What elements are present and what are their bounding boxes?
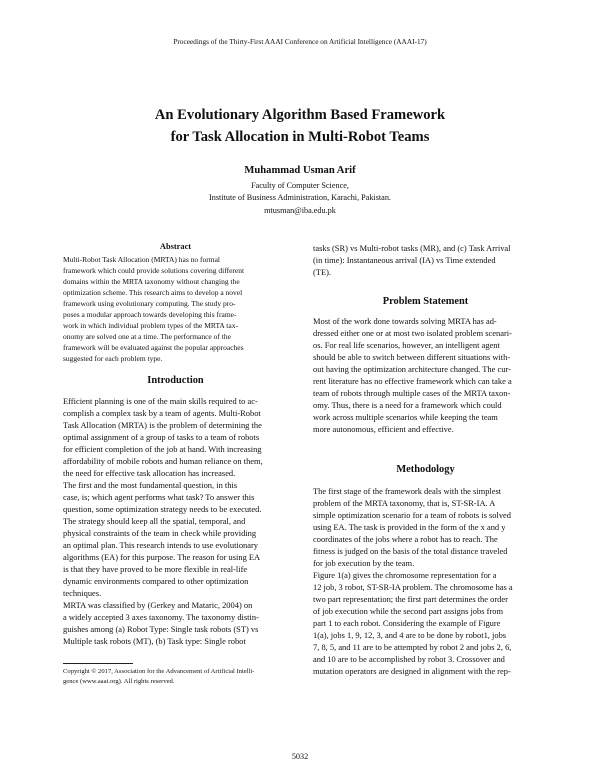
- body-line: mutation operators are designed in alignment with the rep-: [313, 666, 511, 676]
- body-line: and 10 are to be accomplished by robot 3. Crossover and: [313, 654, 505, 664]
- body-line: techniques.: [63, 588, 102, 598]
- body-line: an optimal plan. This research intends to use evolutionary: [63, 540, 259, 550]
- body-line: 7, 8, 5, and 11 are to be attempted by robot 2 and jobs 2, 6,: [313, 642, 512, 652]
- abstract-line: domains within the MRTA taxonomy without changing the: [63, 277, 240, 286]
- body-line: should be able to switch between different situations with-: [313, 352, 511, 362]
- body-line: 1(a), jobs 1, 9, 12, 3, and 4 are to be done by robot1, jobs: [313, 630, 507, 640]
- body-line: algorithms (EA) for this purpose. The reason for using EA: [63, 552, 261, 562]
- body-line: The strategy should keep all the spatial, temporal, and: [63, 516, 246, 526]
- body-line: omy. Thus, there is a need for a framework which could: [313, 400, 502, 410]
- body-line: The first stage of the framework deals with the simplest: [313, 486, 502, 496]
- footnote-rule: [63, 663, 133, 664]
- body-line: for efficient completion of the job at hand. With increasing: [63, 444, 262, 454]
- body-line: dressed either one or at most two isolated problem scenari-: [313, 328, 512, 338]
- page-number: 5032: [291, 752, 309, 761]
- body-line: a widely accepted 3 axes taxonomy. The taxonomy distin-: [63, 612, 259, 622]
- body-line: for job execution by the team.: [313, 558, 415, 568]
- body-line: affordability of mobile robots and human reliance on them,: [63, 456, 263, 466]
- body-line: problem of the MRTA taxonomy, that is, ST-SR-IA. A: [313, 498, 496, 508]
- abstract-line: onomy are solved one at a time. The performance of the: [63, 332, 231, 341]
- body-line: coordinates of the jobs where a robot has to reach. The: [313, 534, 498, 544]
- title-line: An Evolutionary Algorithm Based Framework: [154, 107, 446, 123]
- body-line: guishes among (a) Robot Type: Single task robots (ST) vs: [63, 624, 259, 634]
- body-line: case, is; which agent performs what task? To answer this: [63, 492, 255, 502]
- abstract-line: framework which could provide solutions covering different: [63, 266, 245, 275]
- body-line: Efficient planning is one of the main skills required to ac-: [63, 396, 258, 406]
- body-line: team of robots through multiple cases of the MRTA taxon-: [313, 388, 511, 398]
- abstract-heading: Abstract: [159, 242, 192, 251]
- body-line: more autonomous, efficient and effective.: [313, 424, 454, 434]
- body-line: is that they have proved to be more flexible in real-life: [63, 564, 248, 574]
- running-head: Proceedings of the Thirty-First AAAI Conference on Artificial Intelligence (AAAI-17): [173, 37, 427, 46]
- footnote-line: Copyright © 2017, Association for the Advancement of Artificial Intelli-: [63, 668, 255, 675]
- body-line: physical constraints of the team in check while providing: [63, 528, 257, 538]
- body-line: using EA. The task is provided in the form of the x and y: [313, 522, 506, 532]
- abstract-line: Multi-Robot Task Allocation (MRTA) has no formal: [63, 255, 221, 264]
- body-line: rent literature has no effective framework which can take a: [313, 376, 512, 386]
- body-line: Figure 1(a) gives the chromosome representation for a: [313, 570, 497, 580]
- abstract-line: work in which individual problem types of the MRTA tax-: [63, 321, 238, 330]
- abstract-line: poses a modular approach towards developing this frame-: [63, 310, 237, 319]
- body-line: MRTA was classified by (Gerkey and Mataric, 2004) on: [63, 600, 253, 610]
- body-line: work across multiple scenarios while keeping the team: [313, 412, 498, 422]
- affiliation-line: Institute of Business Administration, Karachi, Pakistan.: [209, 193, 391, 203]
- body-line: tasks (SR) vs Multi-robot tasks (MR), and (c) Task Arrival: [313, 243, 511, 253]
- problem-statement-heading: Problem Statement: [382, 296, 469, 307]
- abstract-line: optimization scheme. This research aims to develop a novel: [63, 288, 243, 297]
- body-line: optimal assignment of a group of tasks to a team of robots: [63, 432, 260, 442]
- body-line: (in time): Instantaneous arrival (IA) vs Time extended: [313, 255, 496, 265]
- body-line: two part representation; the first part determines the order: [313, 594, 508, 604]
- body-line: question, some optimization strategy needs to be executed.: [63, 504, 262, 514]
- body-line: (TE).: [313, 267, 332, 277]
- body-line: Task Allocation (MRTA) is the problem of determining the: [63, 420, 262, 430]
- methodology-heading: Methodology: [396, 464, 455, 475]
- body-line: complish a complex task by a team of agents. Multi-Robot: [63, 408, 261, 418]
- introduction-heading: Introduction: [147, 375, 204, 386]
- body-line: simple optimization scenario for a team of robots is solved: [313, 510, 512, 520]
- affiliation-line: Faculty of Computer Science,: [251, 181, 349, 190]
- abstract-line: framework using evolutionary computing. The study pro-: [63, 299, 236, 308]
- body-line: 12 job, 3 robot, ST-SR-IA problem. The chromosome has a: [313, 582, 513, 592]
- body-line: part 1 to each robot. Considering the example of Figure: [313, 618, 501, 628]
- body-line: out having the optimization architecture changed. The cur-: [313, 364, 511, 374]
- body-line: the need for effective task allocation has increased.: [63, 468, 236, 478]
- body-line: The first and the most fundamental question, in this: [63, 480, 238, 490]
- author-name: Muhammad Usman Arif: [244, 165, 356, 176]
- body-line: os. For real life scenarios, however, an intelligent agent: [313, 340, 500, 350]
- footnote-line: gence (www.aaai.org). All rights reserved.: [63, 678, 175, 685]
- body-line: Multiple task robots (MT), (b) Task type: Single robot: [63, 636, 246, 646]
- affiliation: [0, 180, 600, 217]
- abstract-line: framework will be evaluated against the popular approaches: [63, 343, 244, 352]
- body-line: fitness is judged on the basis of the total distance traveled: [313, 546, 508, 556]
- author-email: mtusman@iba.edu.pk: [264, 205, 336, 215]
- body-line: dynamic environments compared to other optimization: [63, 576, 249, 586]
- paper-title: [0, 104, 600, 148]
- abstract-line: suggested for each problem type.: [63, 354, 163, 363]
- body-line: of job execution while the second part assigns jobs from: [313, 606, 504, 616]
- body-line: Most of the work done towards solving MRTA has ad-: [313, 316, 497, 326]
- title-line: for Task Allocation in Multi-Robot Teams: [170, 129, 430, 145]
